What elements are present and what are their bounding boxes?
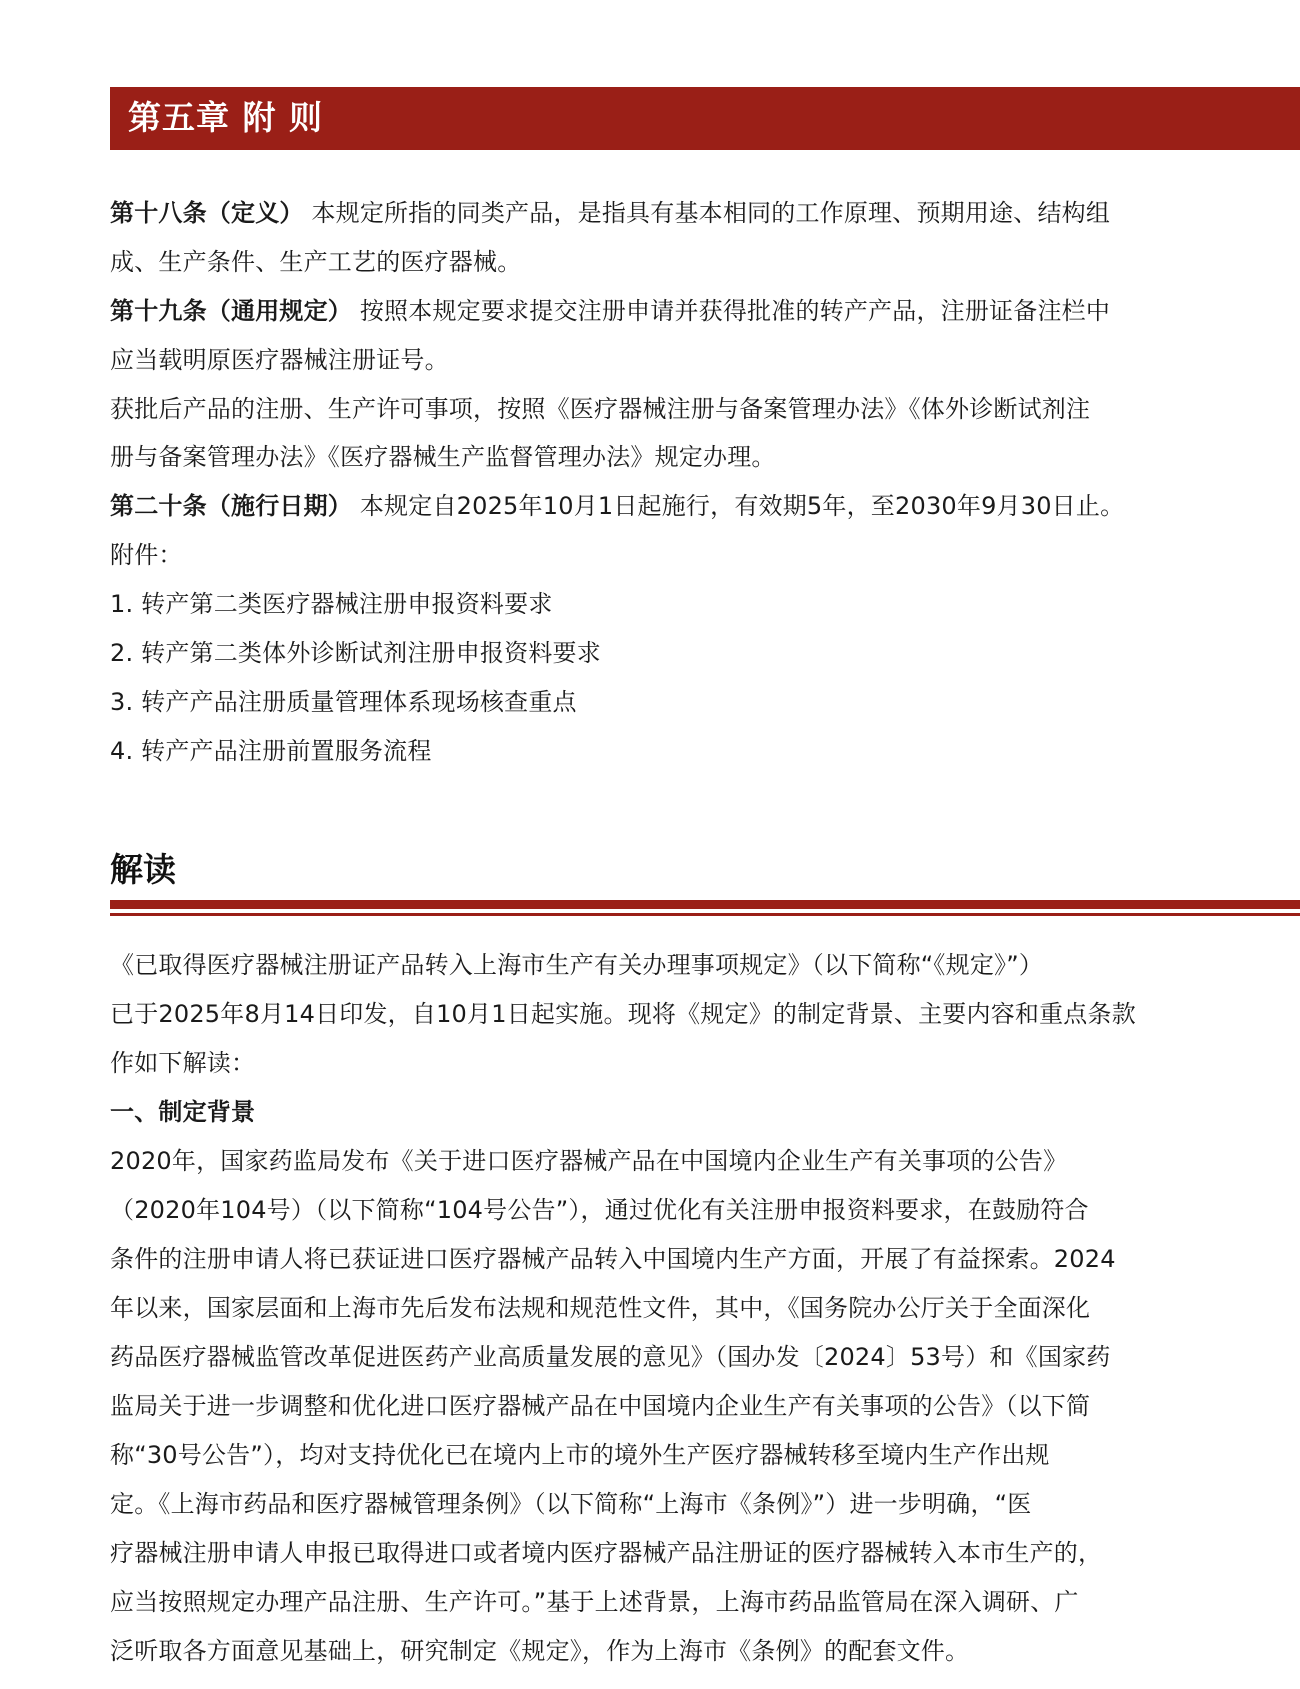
- chapter-title: 第五章 附 则: [128, 98, 323, 137]
- attachment-item: 1. 转产第二类医疗器械注册申报资料要求: [110, 590, 553, 618]
- attachments-label: 附件：: [110, 541, 183, 569]
- section-1-line: 疗器械注册申请人申报已取得进口或者境内医疗器械产品注册证的医疗器械转入本市生产的，: [110, 1539, 1103, 1567]
- article-19-para2-line-2: 册与备案管理办法》《医疗器械生产监督管理办法》规定办理。: [110, 443, 776, 471]
- article-18-line-2: 成、生产条件、生产工艺的医疗器械。: [110, 248, 522, 276]
- article-18-text: 本规定所指的同类产品，是指具有基本相同的工作原理、预期用途、结构组: [311, 199, 1111, 227]
- interpretation-heading: 解读: [110, 850, 176, 889]
- article-19-line-1: [110, 294, 1210, 328]
- section-1-line: 称“30号公告”），均对支持优化已在境内上市的境外生产医疗器械转移至境内生产作出规: [110, 1441, 1050, 1469]
- section-1-line: 条件的注册申请人将已获证进口医疗器械产品转入中国境内生产方面，开展了有益探索。2024: [110, 1245, 1116, 1273]
- article-19-label: 第十九条（通用规定）: [110, 297, 352, 325]
- section-1-heading: 一、制定背景: [110, 1098, 256, 1126]
- section-1-line: 监局关于进一步调整和优化进口医疗器械产品在中国境内企业生产有关事项的公告》（以下简: [110, 1392, 1091, 1420]
- section-1-line: 泛听取各方面意见基础上，研究制定《规定》，作为上海市《条例》的配套文件。: [110, 1637, 970, 1665]
- section-1-line: 2020年，国家药监局发布《关于进口医疗器械产品在中国境内企业生产有关事项的公告》: [110, 1147, 1068, 1175]
- attachment-item: 4. 转产产品注册前置服务流程: [110, 737, 432, 765]
- article-18-label: 第十八条（定义）: [110, 199, 304, 227]
- article-18-line-1: [110, 196, 1210, 230]
- intro-line: 《已取得医疗器械注册证产品转入上海市生产有关办理事项规定》（以下简称“《规定》”）: [110, 951, 1044, 979]
- section-1-line: 应当按照规定办理产品注册、生产许可。”基于上述背景，上海市药品监管局在深入调研、广: [110, 1588, 1079, 1616]
- article-20-label: 第二十条（施行日期）: [110, 492, 352, 520]
- divider-thick: [110, 900, 1300, 909]
- intro-line: 作如下解读：: [110, 1049, 256, 1077]
- section-1-line: 年以来，国家层面和上海市先后发布法规和规范性文件，其中，《国务院办公厅关于全面深化: [110, 1294, 1091, 1322]
- article-19-line-2: 应当载明原医疗器械注册证号。: [110, 346, 449, 374]
- article-19-para2-line-1: 获批后产品的注册、生产许可事项，按照《医疗器械注册与备案管理办法》《体外诊断试剂注: [110, 395, 1091, 423]
- attachment-item: 3. 转产产品注册质量管理体系现场核查重点: [110, 688, 577, 716]
- chapter-banner: [110, 87, 1300, 150]
- article-20-line-1: [110, 489, 1210, 523]
- article-20-text: 本规定自2025年10月1日起施行，有效期5年，至2030年9月30日止。: [359, 492, 1125, 520]
- divider-thin: [110, 913, 1300, 916]
- section-1-line: 定。《上海市药品和医疗器械管理条例》（以下简称“上海市《条例》”）进一步明确，“医: [110, 1490, 1032, 1518]
- section-1-line: 药品医疗器械监管改革促进医药产业高质量发展的意见》（国办发〔2024〕53号）和《国家药: [110, 1343, 1111, 1371]
- article-19-text: 按照本规定要求提交注册申请并获得批准的转产产品，注册证备注栏中: [359, 297, 1111, 325]
- intro-line: 已于2025年8月14日印发，自10月1日起实施。现将《规定》的制定背景、主要内容和重点条款: [110, 1000, 1136, 1028]
- section-1-line: （2020年104号）（以下简称“104号公告”），通过优化有关注册申报资料要求，在鼓励符合: [110, 1196, 1089, 1224]
- attachment-item: 2. 转产第二类体外诊断试剂注册申报资料要求: [110, 639, 601, 667]
